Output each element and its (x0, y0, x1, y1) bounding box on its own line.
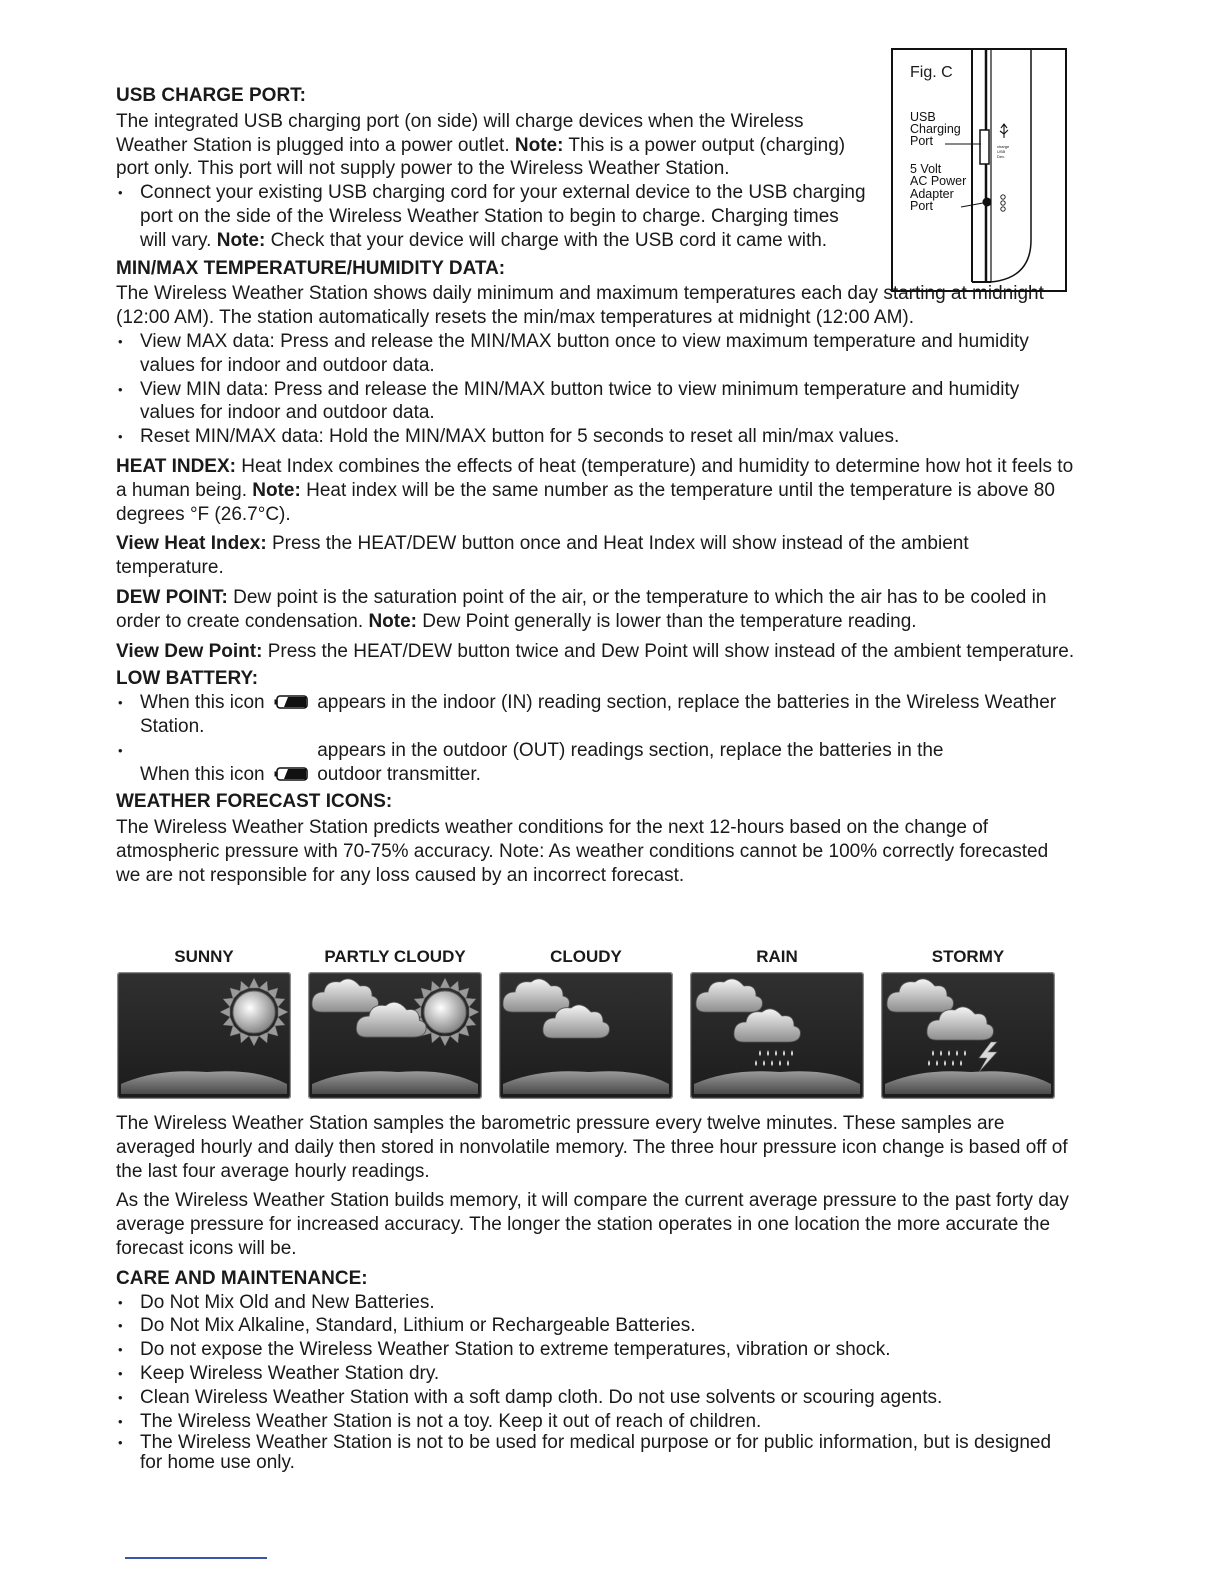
fig-c-title: Fig. C (910, 64, 953, 81)
usb-paragraph: The integrated USB charging port (on side) will charge devices when the Wireless Weather Station is plugged into a power outlet. Note: This is a power output (charging) port only. This port will not supply power to the Wireless Weather Station. (116, 110, 846, 180)
list-item: • Do Not Mix Old and New Batteries. (116, 1291, 1076, 1315)
forecast-label: RAIN (756, 947, 798, 966)
usb-heading: USB CHARGE PORT: (116, 85, 307, 106)
list-item: • When this icon appears in the outdoor (OUT) readings section, replace the batteries in the outdoor transmitter. (116, 739, 1076, 787)
footer-rule (125, 1557, 267, 1559)
forecast-cloudy (499, 946, 673, 1099)
list-item: • Connect your existing USB charging cord for your external device to the USB charging port on the side of the Wireless Weather Station to begin to charge. Charging times will vary. Note: Check that your device will charge with the USB cord it came with. (116, 181, 868, 252)
ac-port-label: Adapter (910, 187, 954, 201)
rain-icon (690, 972, 864, 1099)
fig-c-diagram (891, 48, 1067, 292)
forecast-label: PARTLY CLOUDY (324, 947, 466, 966)
ac-port-label: 5 Volt (910, 162, 942, 176)
list-item: • View MIN data: Press and release the MIN/MAX button twice to view minimum temperature and humidity values for indoor and outdoor data. (116, 378, 1076, 426)
usb-port-label: USB (910, 110, 936, 124)
forecast-partly-cloudy (308, 946, 482, 1099)
list-item: • Clean Wireless Weather Station with a soft damp cloth. Do not use solvents or scouring agents. (116, 1386, 1076, 1410)
list-item: • View MAX data: Press and release the MIN/MAX button once to view maximum temperature and humidity values for indoor and outdoor data. (116, 330, 1076, 378)
svg-text:charge: charge (997, 144, 1010, 149)
list-item: • Do not expose the Wireless Weather Station to extreme temperatures, vibration or shock. (116, 1338, 1076, 1362)
forecast-rain (690, 946, 864, 1099)
usb-port-label: Port (910, 134, 933, 148)
stormy-icon (881, 972, 1055, 1099)
heat-index-paragraph: HEAT INDEX: Heat Index combines the effects of heat (temperature) and humidity to determine how hot it feels to a human being. Note: Heat index will be the same number as the temperature until the temperature is above 80 degrees °F (26.7°C). (116, 455, 1074, 525)
forecast-stormy (881, 946, 1055, 1099)
low-battery-heading: LOW BATTERY: (116, 668, 259, 690)
minmax-bullets (116, 330, 1076, 449)
forecast-label: CLOUDY (550, 947, 622, 966)
battery-bullets (116, 691, 1076, 786)
svg-text:Dev.: Dev. (997, 154, 1005, 159)
low-battery-icon (274, 695, 308, 709)
lower-section (116, 1112, 1076, 1473)
minmax-heading: MIN/MAX TEMPERATURE/HUMIDITY DATA: (116, 257, 506, 279)
sunny-icon (117, 972, 291, 1099)
forecast-icons-row (117, 946, 1057, 1102)
pressure-paragraph-2: As the Wireless Weather Station builds memory, it will compare the current average pressure to the past forty day average pressure for increased accuracy. The longer the station operates in one location the more accurate the forecast icons will be. (116, 1190, 1069, 1259)
care-bullets (116, 1291, 1076, 1474)
list-item: • Do Not Mix Alkaline, Standard, Lithium or Rechargeable Batteries. (116, 1314, 1076, 1338)
view-heat-index-paragraph: View Heat Index: Press the HEAT/DEW button once and Heat Index will show instead of the ambient temperature. (116, 533, 969, 579)
care-heading: CARE AND MAINTENANCE: (116, 1267, 368, 1289)
list-item: • The Wireless Weather Station is not a toy. Keep it out of reach of children. (116, 1410, 1076, 1434)
ac-port-label: AC Power (910, 174, 967, 188)
view-dew-point-paragraph: View Dew Point: Press the HEAT/DEW button twice and Dew Point will show instead of the ambient temperature. (116, 640, 1075, 662)
forecast-sunny (117, 946, 291, 1099)
pressure-paragraph-1: The Wireless Weather Station samples the barometric pressure every twelve minutes. These samples are averaged hourly and daily then stored in nonvolatile memory. The three hour pressure icon change is based off of the last four average hourly readings. (116, 1113, 1068, 1182)
cloudy-icon (499, 972, 673, 1099)
low-battery-icon (274, 767, 308, 781)
forecast-label: STORMY (931, 947, 1005, 966)
svg-text:USB: USB (997, 149, 1006, 154)
forecast-paragraph: The Wireless Weather Station predicts weather conditions for the next 12-hours based on the change of atmospheric pressure with 70-75% accuracy. Note: As weather conditions cannot be 100% correctly forecasted we are not responsible for any loss caused by an incorrect forecast. (116, 817, 1049, 886)
ac-port-label: Port (910, 199, 933, 213)
usb-port-label: Charging (910, 122, 961, 136)
list-item: • When this icon appears in the indoor (IN) reading section, replace the batteries in the Wireless Weather Station. (116, 691, 1076, 739)
partly-cloudy-icon (308, 972, 482, 1099)
minmax-intro: The Wireless Weather Station shows daily minimum and maximum temperatures each day starting at midnight (12:00 AM). The station automatically resets the min/max temperatures at midnight (12:00 AM). (116, 283, 1044, 329)
forecast-label: SUNNY (174, 947, 234, 966)
forecast-heading: WEATHER FORECAST ICONS: (116, 791, 393, 813)
list-item: • Keep Wireless Weather Station dry. (116, 1362, 1076, 1386)
dew-point-paragraph: DEW POINT: Dew point is the saturation point of the air, or the temperature to which the air has to be cooled in order to create condensation. Note: Dew Point generally is lower than the temperature reading. (116, 586, 1047, 632)
list-item: • Reset MIN/MAX data: Hold the MIN/MAX button for 5 seconds to reset all min/max values. (116, 425, 1076, 449)
list-item: • The Wireless Weather Station is not to be used for medical purpose or for public information, but is designed for home use only. (116, 1433, 1076, 1473)
usb-bullets (116, 181, 868, 252)
